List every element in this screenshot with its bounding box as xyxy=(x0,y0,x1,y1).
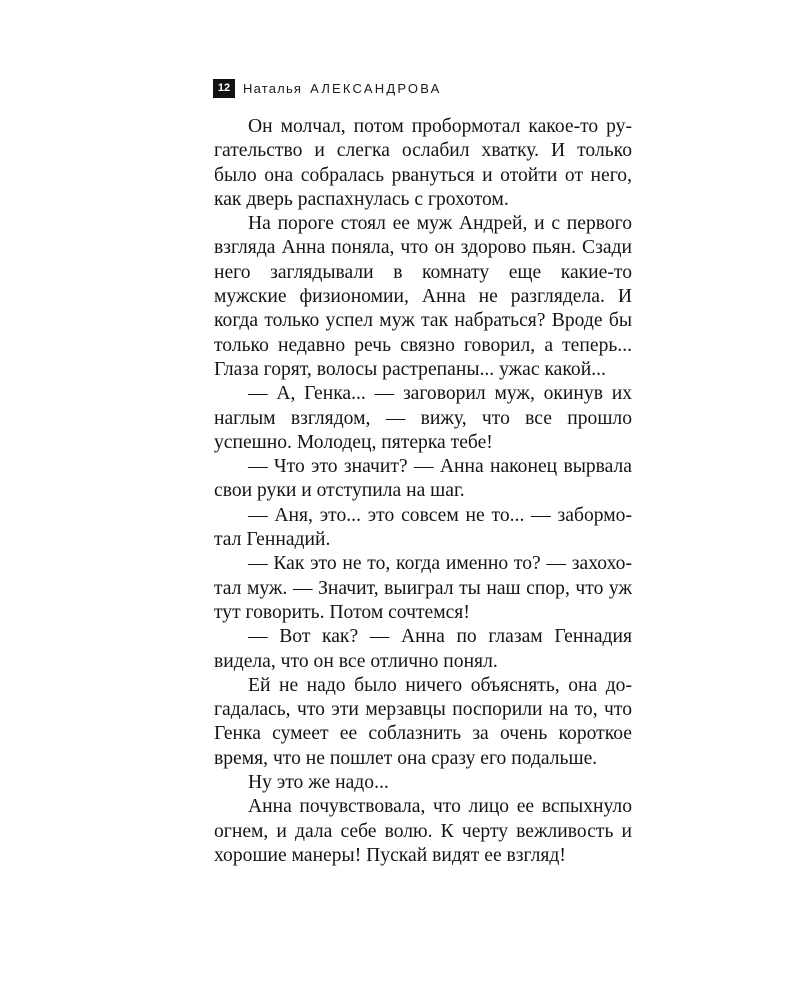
paragraph: — Как это не то, когда именно то? — захохотал муж. — Значит, выиграл ты наш спор, что уж тут говорить. Потом сочтемся! xyxy=(214,553,632,623)
paragraph: Ей не надо было ничего объяснять, она догадалась, что эти мерзавцы поспорили на то, что Генка сумеет ее соблазнить за очень короткое время, что не пошлет она сразу его подальше. xyxy=(214,674,632,769)
paragraph: Ну это же надо... xyxy=(248,772,389,794)
paragraph: — Аня, это... это совсем не то... — забормотал Геннадий. xyxy=(214,504,632,551)
author-first-name: Наталья xyxy=(243,80,303,96)
paragraph: — А, Генка... — заговорил муж, окинув их наглым взглядом, — вижу, что все прошло успешно. Молодец, пятерка тебе! xyxy=(214,383,632,453)
paragraph: — Что это значит? — Анна наконец вырвала свои руки и отступила на шаг. xyxy=(214,456,632,502)
running-header xyxy=(213,78,442,98)
paragraph: Он молчал, потом пробормотал какое-то ругательство и слегка ослабил хватку. И только было она собралась рвануться и отойти от него, как дверь распахнулась с грохотом. xyxy=(214,116,632,210)
text-body xyxy=(214,115,632,868)
paragraph: — Вот как? — Анна по глазам Геннадия видела, что он все отлично понял. xyxy=(214,626,632,672)
author-last-name: АЛЕКСАНДРОВА xyxy=(310,80,442,96)
page-number: 12 xyxy=(213,79,235,98)
paragraph: Анна почувствовала, что лицо ее вспыхнуло огнем, и дала себе волю. К черту вежливость и хорошие манеры! Пускай видят ее взгляд! xyxy=(214,796,632,866)
paragraph: На пороге стоял ее муж Андрей, и с первого взгляда Анна поняла, что он здорово пьян. Сзади него заглядывали в комнату еще какие-то мужские физиономии, Анна не разглядела. И когда только успел муж так набраться? Вроде бы только недавно речь связно говорил, а теперь... Глаза горят, волосы растрепаны... ужас какой... xyxy=(214,213,632,380)
